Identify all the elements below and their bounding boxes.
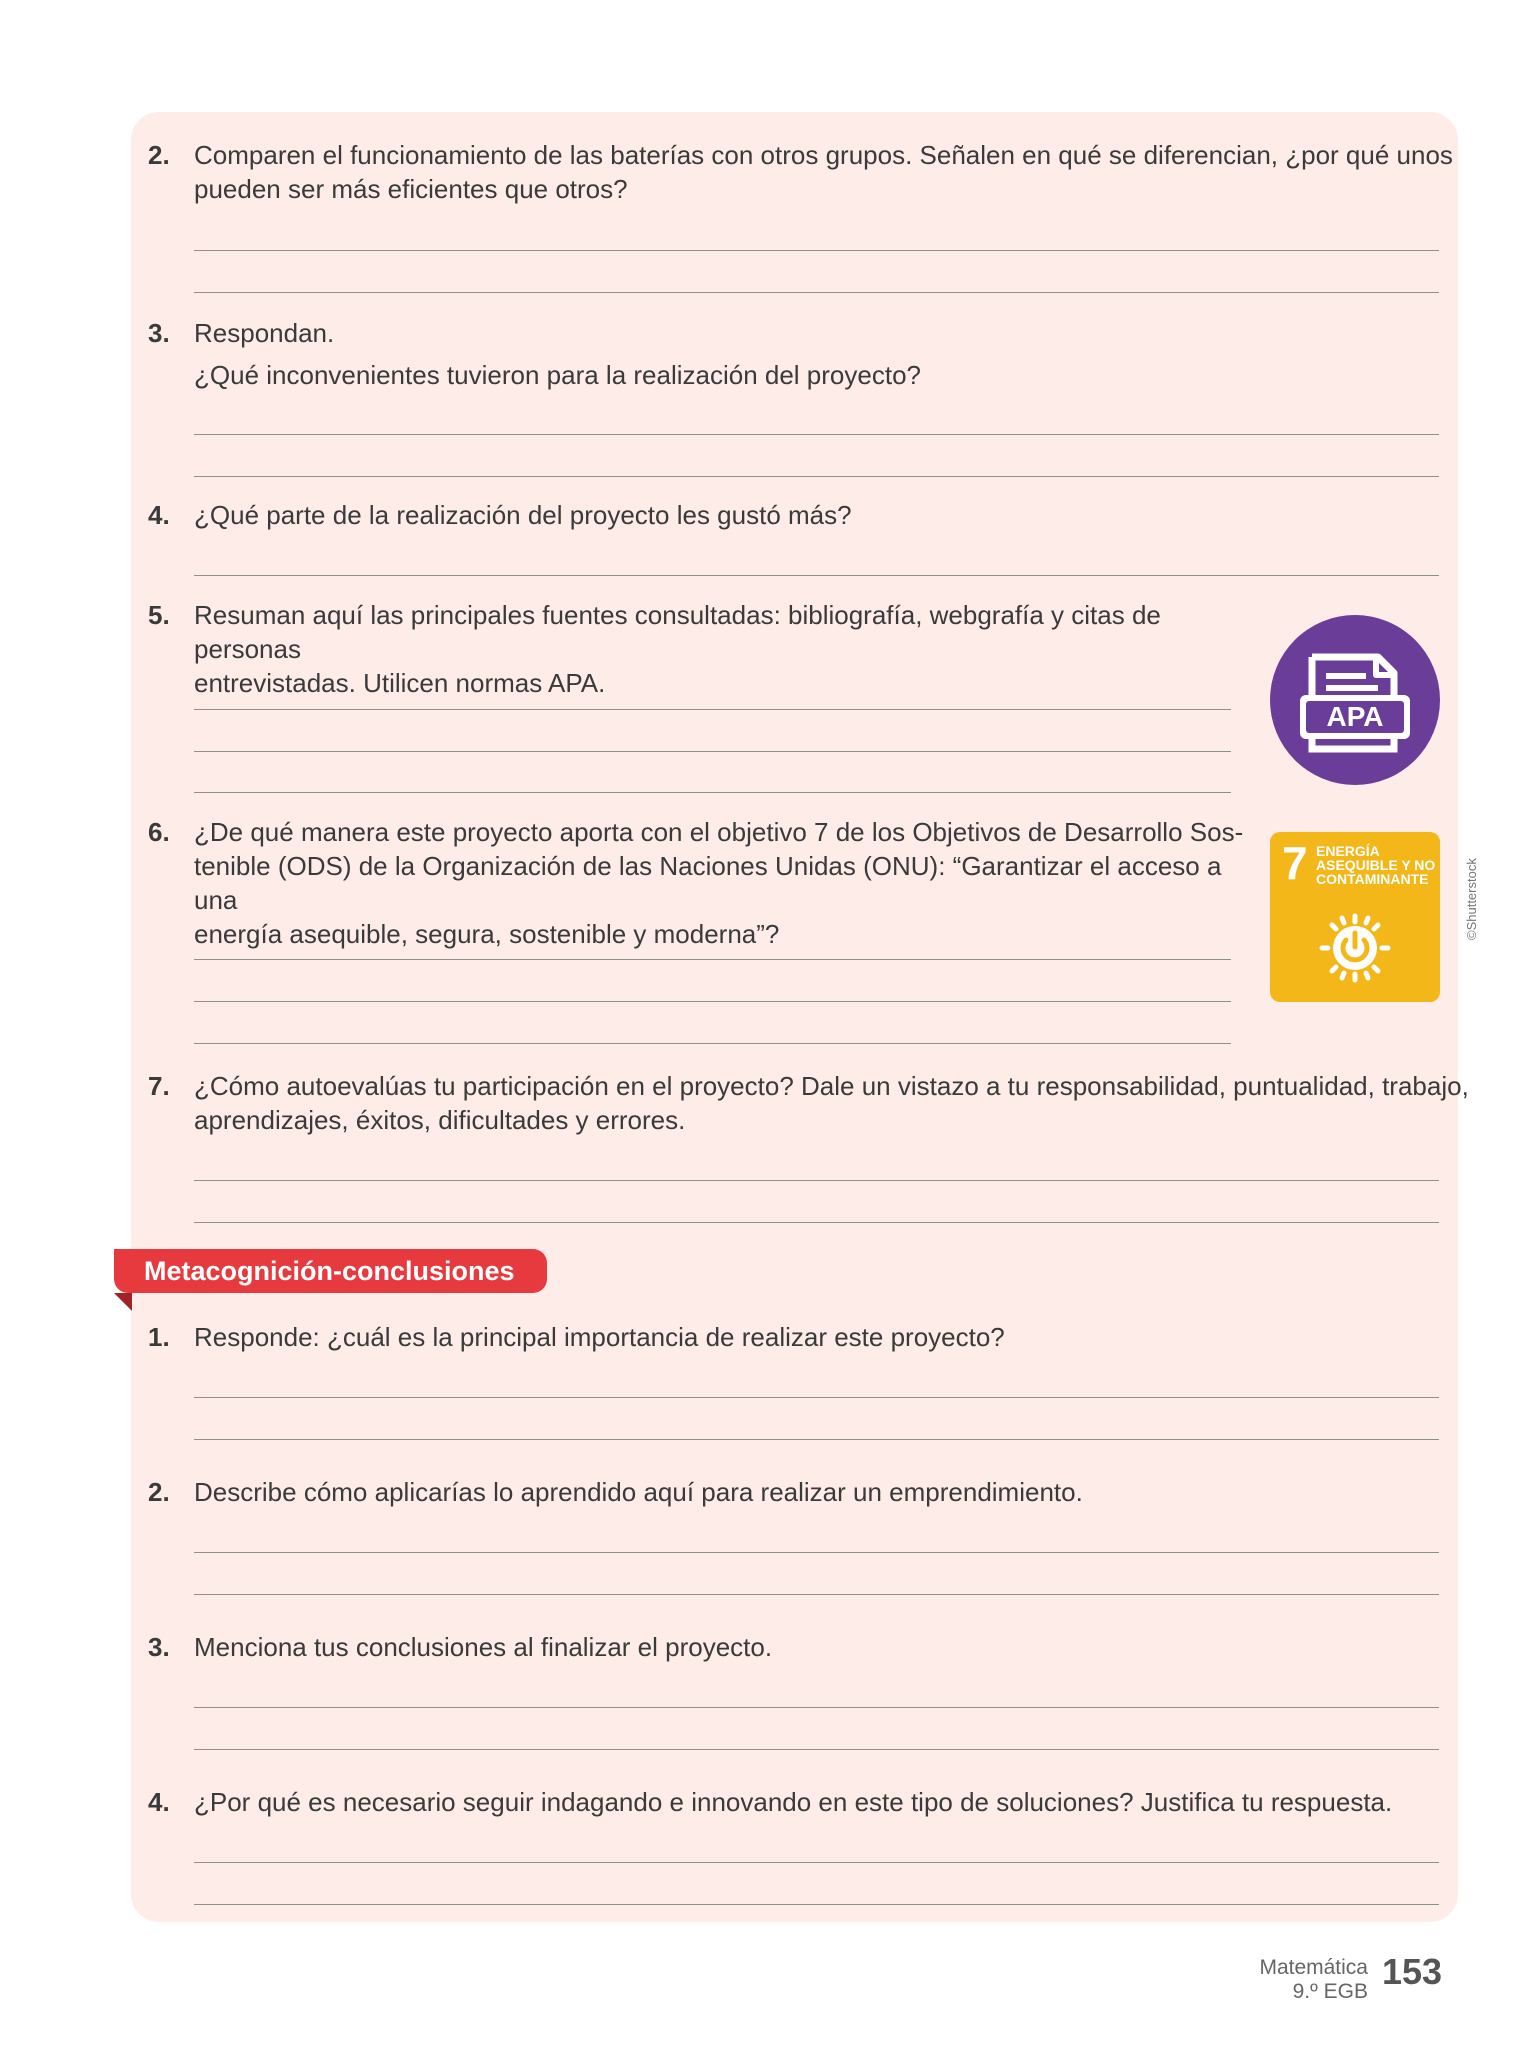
answer-line[interactable]	[194, 1397, 1439, 1398]
question-number: 5.	[148, 600, 170, 630]
answer-line[interactable]	[194, 434, 1439, 435]
question-text-line: ¿De qué manera este proyecto aporta con el objetivo 7 de los Objetivos de Desarrollo Sos-	[194, 817, 1244, 847]
footer-subject: Matemática	[1259, 1956, 1368, 1979]
question-number: 7.	[148, 1071, 170, 1101]
question-text-line: ¿Qué parte de la realización del proyecto les gustó más?	[194, 500, 852, 530]
page-number: 153	[1382, 1951, 1443, 1992]
answer-line[interactable]	[194, 1001, 1231, 1002]
question-number: 2.	[148, 1477, 170, 1507]
sdg-title-line: ASEQUIBLE Y NO	[1316, 857, 1436, 873]
apa-label: APA	[1326, 701, 1384, 732]
banner-fold	[114, 1293, 132, 1311]
question-text-line: Respondan.	[194, 318, 335, 348]
sdg-title-line: ENERGÍA	[1316, 843, 1380, 859]
answer-line[interactable]	[194, 1222, 1439, 1223]
section-banner: Metacognición-conclusiones	[114, 1249, 547, 1293]
answer-line[interactable]	[194, 1594, 1439, 1595]
answer-line[interactable]	[194, 250, 1439, 251]
question-text: Menciona tus conclusiones al finalizar el proyecto.	[194, 1632, 773, 1662]
image-credit: ©Shutterstock	[1464, 858, 1479, 940]
answer-line[interactable]	[194, 292, 1439, 293]
question-text: Describe cómo aplicarías lo aprendido aquí para realizar un emprendimiento.	[194, 1477, 1083, 1507]
document-icon	[1270, 615, 1440, 785]
answer-line[interactable]	[194, 709, 1231, 710]
question-text-line: aprendizajes, éxitos, dificultades y errores.	[194, 1105, 686, 1135]
question-number: 3.	[148, 318, 170, 348]
answer-line[interactable]	[194, 575, 1439, 576]
question-text-line: entrevistadas. Utilicen normas APA.	[194, 668, 606, 698]
sdg-title-line: CONTAMINANTE	[1316, 871, 1429, 887]
question-text-line: Comparen el funcionamiento de las baterías con otros grupos. Señalen en qué se diferencian, ¿por qué unos	[194, 140, 1453, 170]
answer-line[interactable]	[194, 1904, 1439, 1905]
answer-line[interactable]	[194, 1180, 1439, 1181]
question-number: 2.	[148, 140, 170, 170]
question-text-line: energía asequible, segura, sostenible y moderna”?	[194, 919, 780, 949]
question-text-line: pueden ser más eficientes que otros?	[194, 174, 628, 204]
sdg-number: 7	[1282, 837, 1308, 889]
question-text: Responde: ¿cuál es la principal importancia de realizar este proyecto?	[194, 1322, 1005, 1352]
question-number: 4.	[148, 500, 170, 530]
answer-line[interactable]	[194, 1707, 1439, 1708]
question-text-line: ¿Cómo autoevalúas tu participación en el proyecto? Dale un vistazo a tu responsabilidad, puntualidad, trabajo,	[194, 1071, 1469, 1101]
answer-line[interactable]	[194, 751, 1231, 752]
answer-line[interactable]	[194, 1552, 1439, 1553]
question-number: 4.	[148, 1787, 170, 1817]
answer-line[interactable]	[194, 1862, 1439, 1863]
apa-icon	[1270, 615, 1440, 785]
question-number: 6.	[148, 817, 170, 847]
answer-line[interactable]	[194, 1439, 1439, 1440]
sun-power-icon	[1270, 832, 1440, 1002]
question-number: 3.	[148, 1632, 170, 1662]
question-text-line: Resuman aquí las principales fuentes consultadas: bibliografía, webgrafía y citas de personas	[194, 600, 1161, 664]
answer-line[interactable]	[194, 1043, 1231, 1044]
question-number: 1.	[148, 1322, 170, 1352]
question-text: ¿Por qué es necesario seguir indagando e innovando en este tipo de soluciones? Justifica tu respuesta.	[194, 1787, 1393, 1817]
answer-line[interactable]	[194, 792, 1231, 793]
answer-line[interactable]	[194, 476, 1439, 477]
question-text-line: tenible (ODS) de la Organización de las Naciones Unidas (ONU): “Garantizar el acceso a una	[194, 851, 1222, 915]
answer-line[interactable]	[194, 1749, 1439, 1750]
footer-grade: 9.º EGB	[1292, 1980, 1368, 2003]
sdg-7-icon	[1270, 832, 1440, 1002]
question-text-line: ¿Qué inconvenientes tuvieron para la realización del proyecto?	[194, 360, 921, 390]
answer-line[interactable]	[194, 959, 1231, 960]
